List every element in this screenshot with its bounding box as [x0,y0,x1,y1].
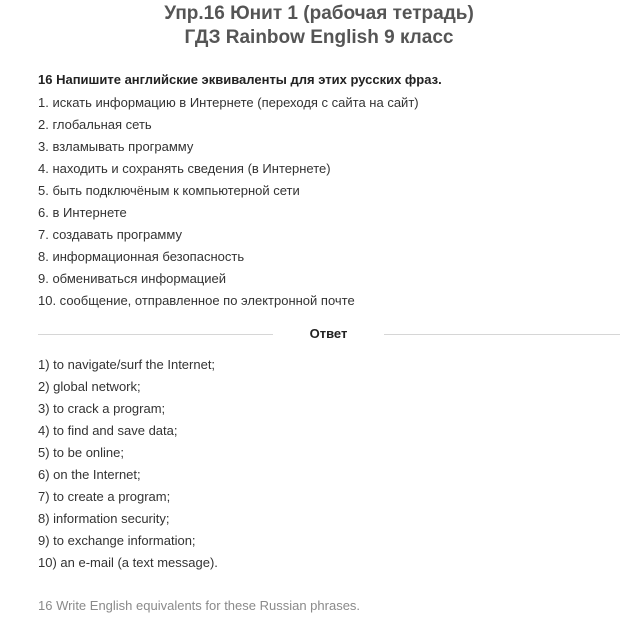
task-item: 9. обмениваться информацией [38,271,226,286]
answer-divider-right [384,334,620,335]
answer-item: 7) to create a program; [38,489,171,504]
answer-item: 2) global network; [38,379,141,394]
answer-item: 5) to be online; [38,445,125,460]
task-item: 5. быть подключёным к компьютерной сети [38,183,300,198]
task-item: 6. в Интернете [38,205,127,220]
task-item: 10. сообщение, отправленное по электронной почте [38,293,355,308]
answer-item: 3) to crack a program; [38,401,166,416]
answer-item: 6) on the Internet; [38,467,141,482]
answer-divider-left [38,334,273,335]
english-task-caption: 16 Write English equivalents for these Russian phrases. [38,598,361,613]
answer-item: 1) to navigate/surf the Internet; [38,357,216,372]
answer-item: 10) an e-mail (a text message). [38,555,218,570]
task-item: 2. глобальная сеть [38,117,152,132]
answer-item: 8) information security; [38,511,170,526]
answer-list [38,354,218,574]
page-title: Упр.16 Юнит 1 (рабочая тетрадь) [164,3,474,24]
answer-item: 4) to find and save data; [38,423,178,438]
task-item: 3. взламывать программу [38,139,194,154]
task-item: 8. информационная безопасность [38,249,245,264]
answer-label: Ответ [309,326,348,341]
task-item: 7. создавать программу [38,227,182,242]
answer-item: 9) to exchange information; [38,533,196,548]
task-heading: 16 Напишите английские эквиваленты для этих русских фраз. [38,72,442,87]
task-item: 4. находить и сохранять сведения (в Интернете) [38,161,331,176]
task-item: 1. искать информацию в Интернете (переходя с сайта на сайт) [38,95,419,110]
page-subtitle: ГДЗ Rainbow English 9 класс [184,27,454,48]
task-list [38,92,419,312]
